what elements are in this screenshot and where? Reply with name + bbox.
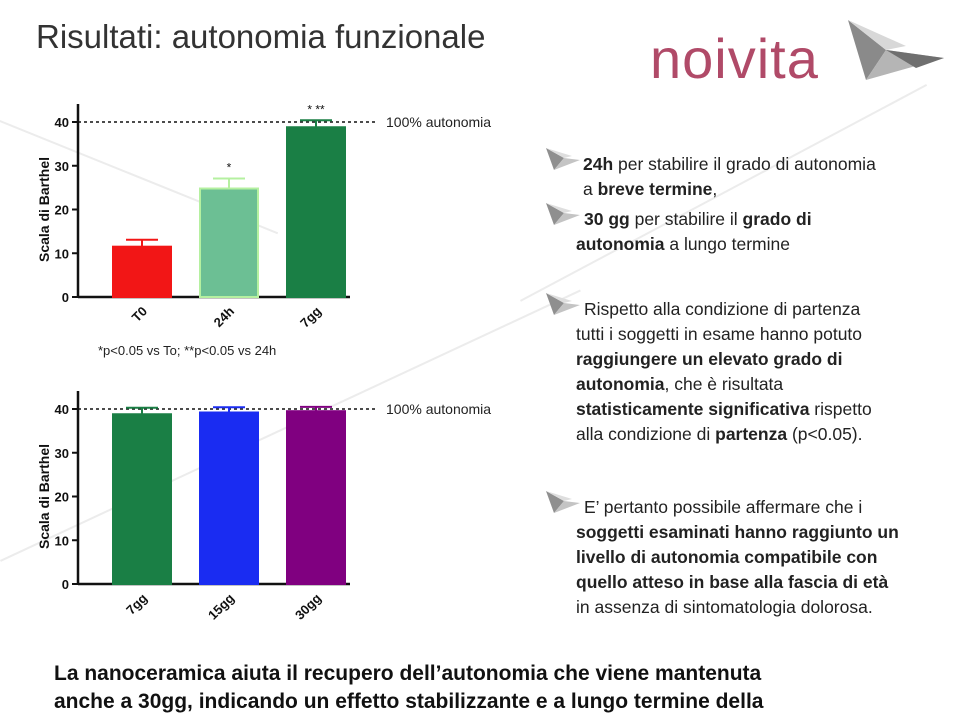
bullet-text-part: a lungo termine (664, 234, 790, 254)
y-tick-label: 30 (54, 158, 69, 174)
significance-label: * (226, 160, 232, 175)
bar-chart-short-term (20, 95, 520, 350)
bar (287, 411, 345, 584)
y-tick-label: 0 (61, 290, 69, 305)
bar (287, 127, 345, 297)
bullet-text-part: E’ pertanto possibile affermare che i (584, 497, 863, 517)
bullet-text-part: soggetti esaminati hanno raggiunto un (576, 522, 899, 542)
arrow-bird-icon (546, 146, 582, 174)
bullet-text (576, 297, 872, 447)
conclusion-line: La nanoceramica aiuta il recupero dell’autonomia che viene mantenuta (54, 662, 762, 685)
y-tick-label: 20 (54, 202, 69, 218)
y-tick-label: 40 (54, 115, 69, 130)
bullet-text-part: per stabilire il (629, 209, 743, 229)
y-tick-label: 20 (54, 489, 69, 505)
bar (200, 189, 258, 298)
reference-line-label: 100% autonomia (386, 114, 492, 130)
x-tick-label: 7gg (297, 303, 325, 331)
bullet-text (576, 495, 899, 620)
bullet-text-part: 24h (583, 154, 614, 174)
y-tick-label: 0 (61, 577, 69, 592)
bullet-text-part: livello di autonomia compatibile con (576, 547, 878, 567)
x-tick-label: 7gg (123, 590, 151, 618)
page-title: Risultati: autonomia funzionale (36, 18, 486, 55)
bullet-text-part: a (583, 179, 598, 199)
bar-chart-long-term (20, 382, 520, 632)
bird-logo-icon (846, 10, 946, 90)
bullet-text-part: statisticamente significativa (576, 399, 810, 419)
logo (650, 10, 950, 90)
x-tick-label: 30gg (292, 590, 325, 623)
bullet-text-part: , che è risultata (664, 374, 784, 394)
bullet-text-part: alla condizione di (576, 424, 716, 444)
x-tick-label: 15gg (205, 590, 238, 623)
bar (200, 413, 258, 585)
y-axis-label: Scala di Barthel (36, 443, 52, 550)
bullet-text (576, 207, 812, 257)
bullet-text-part: partenza (715, 424, 788, 444)
bullet-text-part: per stabilire il grado di autonomia (613, 154, 876, 174)
y-tick-label: 10 (54, 533, 69, 549)
conclusion-text (54, 660, 763, 716)
bullet-text-part: autonomia (576, 374, 665, 394)
reference-line-label: 100% autonomia (386, 401, 492, 417)
logo-text: noivita (650, 27, 819, 90)
bullet-text-part: rispetto (809, 399, 872, 419)
significance-footnote: *p<0.05 vs To; **p<0.05 vs 24h (98, 343, 277, 358)
significance-label: * ** (307, 102, 325, 117)
bullet-text-part: Rispetto alla condizione di partenza (584, 299, 861, 319)
y-tick-label: 10 (54, 246, 69, 262)
y-axis-label: Scala di Barthel (36, 156, 52, 263)
x-tick-label: T0 (128, 303, 151, 325)
bar (113, 247, 171, 297)
bullet-text-part: breve termine (597, 179, 713, 199)
bar (113, 414, 171, 584)
bullet-text-part: (p<0.05). (787, 424, 863, 444)
conclusion-line: anche a 30gg, indicando un effetto stabilizzante e a lungo termine della (54, 690, 764, 713)
bullet-text-part: 30 gg (584, 209, 630, 229)
y-tick-label: 40 (54, 402, 69, 417)
bullet-text-part: tutti i soggetti in esame hanno potuto (576, 324, 863, 344)
bullet-text-part: grado di (742, 209, 812, 229)
bullet-text-part: , (712, 179, 718, 199)
bullet-text (583, 152, 876, 202)
bullet-text-part: in assenza di sintomatologia dolorosa. (576, 597, 873, 617)
bullet-text-part: quello atteso in base alla fascia di età (576, 572, 889, 592)
bullet-text-part: raggiungere un elevato grado di (576, 349, 843, 369)
x-tick-label: 24h (210, 303, 238, 330)
bullet-text-part: autonomia (576, 234, 665, 254)
y-tick-label: 30 (54, 445, 69, 461)
